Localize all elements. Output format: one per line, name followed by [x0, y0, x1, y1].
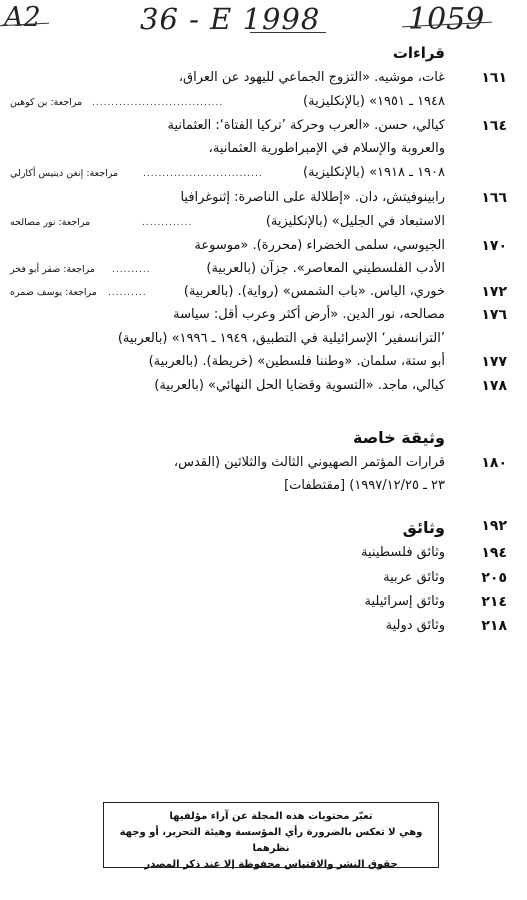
- special-document-heading: وثيقة خاصة: [353, 428, 445, 447]
- disclaimer-line: حقوق النشر والاقتباس محفوظة إلا عند ذكر المصدر: [144, 859, 398, 870]
- entry-line: الجيوسي، سلمى الخضراء (محررة). «موسوعة: [194, 238, 445, 253]
- entry-page-number: ٢١٤: [481, 594, 507, 610]
- leader-dots: ...............................: [143, 169, 263, 179]
- entry-line: قرارات المؤتمر الصهيوني الثالث والثلاثين (القدس،: [173, 455, 445, 470]
- entry-page-number: ١٨٠: [481, 455, 507, 471]
- entry-line: ٢٣ ـ ١٩٩٧/١٢/٢٥) [مقتطفات]: [284, 478, 445, 493]
- entry-line: ’الترانسفير‘ الإسرائيلية في التطبيق، ١٩٤٩ ـ ١٩٩٦» (بالعربية): [117, 331, 445, 346]
- entry-page-number: ١٦٦: [481, 190, 507, 206]
- entry-line: الاستبعاد في الجليل» (بالإنكليزية): [265, 214, 445, 229]
- entry-line: غات، موشيه. «التزوج الجماعي لليهود عن العراق،: [178, 70, 445, 85]
- disclaimer-box: [103, 802, 439, 868]
- review-credit: مراجعة: إنغن دينيس أكارلي: [10, 168, 119, 179]
- leader-dots: .............: [142, 218, 193, 228]
- documents-heading: وثائق: [402, 518, 445, 537]
- review-credit: مراجعة: بن كوهين: [10, 97, 83, 108]
- entry-line: مصالحه، نور الدين. «أرض أكثر وعرب أقل: سياسة: [173, 307, 445, 322]
- entry-line: وثائق إسرائيلية: [364, 594, 445, 609]
- leader-dots: ..........: [112, 265, 151, 275]
- entry-line: خوري، الياس. «باب الشمس» (رواية). (بالعربية): [183, 284, 445, 299]
- review-credit: مراجعة: يوسف ضمره: [10, 287, 97, 298]
- entry-line: ١٩٠٨ ـ ١٩١٨» (بالإنكليزية): [303, 165, 445, 180]
- entry-line: وثائق فلسطينية: [361, 545, 445, 560]
- leader-dots: ..........: [108, 288, 147, 298]
- entry-line: والعروبة والإسلام في الإمبراطورية العثمانية،: [208, 141, 445, 156]
- section-page-number: ١٩٢: [481, 518, 507, 534]
- entry-page-number: ١٦٤: [481, 118, 507, 134]
- entry-page-number: ١٩٤: [481, 545, 507, 561]
- review-credit: مراجعة: صقر أبو فخر: [10, 264, 95, 275]
- entry-line: أبو ستة، سلمان. «وطننا فلسطين» (خريطة). (بالعربية): [148, 354, 445, 369]
- handwritten-date: 36 - E 1998: [140, 2, 321, 36]
- entry-page-number: ١٧٧: [481, 354, 507, 370]
- handwritten-number: 1059: [408, 2, 485, 37]
- handwritten-code: A2: [4, 2, 41, 33]
- entry-page-number: ٢١٨: [481, 618, 507, 634]
- disclaimer-line: وهي لا تعكس بالضرورة رأي المؤسسة وهيئة التحرير، أو وجهة نظرهما: [119, 827, 423, 854]
- leader-dots: ..................................: [92, 98, 224, 108]
- entry-line: ١٩٤٨ ـ ١٩٥١» (بالإنكليزية): [303, 94, 445, 109]
- entry-line: كيالي، ماجد. «التسوية وقضايا الحل النهائي» (بالعربية): [154, 378, 445, 393]
- readings-heading: قراءات: [392, 44, 445, 62]
- entry-page-number: ١٧٦: [481, 307, 507, 323]
- entry-page-number: ٢٠٥: [481, 570, 507, 586]
- entry-line: الأدب الفلسطيني المعاصر». جزآن (بالعربية): [206, 261, 445, 276]
- entry-page-number: ١٦١: [481, 70, 507, 86]
- entry-page-number: ١٧٢: [481, 284, 507, 300]
- entry-line: كيالي، حسن. «العرب وحركة ’تركيا الفتاة‘: العثمانية: [167, 118, 445, 133]
- entry-line: وثائق دولية: [385, 618, 445, 633]
- entry-page-number: ١٧٨: [481, 378, 507, 394]
- review-credit: مراجعة: نور مصالحه: [10, 217, 91, 228]
- entry-page-number: ١٧٠: [481, 238, 507, 254]
- disclaimer-line: تعبّر محتويات هذه المجلة عن آراء مؤلفيها: [169, 811, 373, 822]
- entry-line: رابينوفيتش، دان. «إطلالة على الناصرة: إثنوغرافيا: [180, 190, 445, 205]
- entry-line: وثائق عربية: [383, 570, 445, 585]
